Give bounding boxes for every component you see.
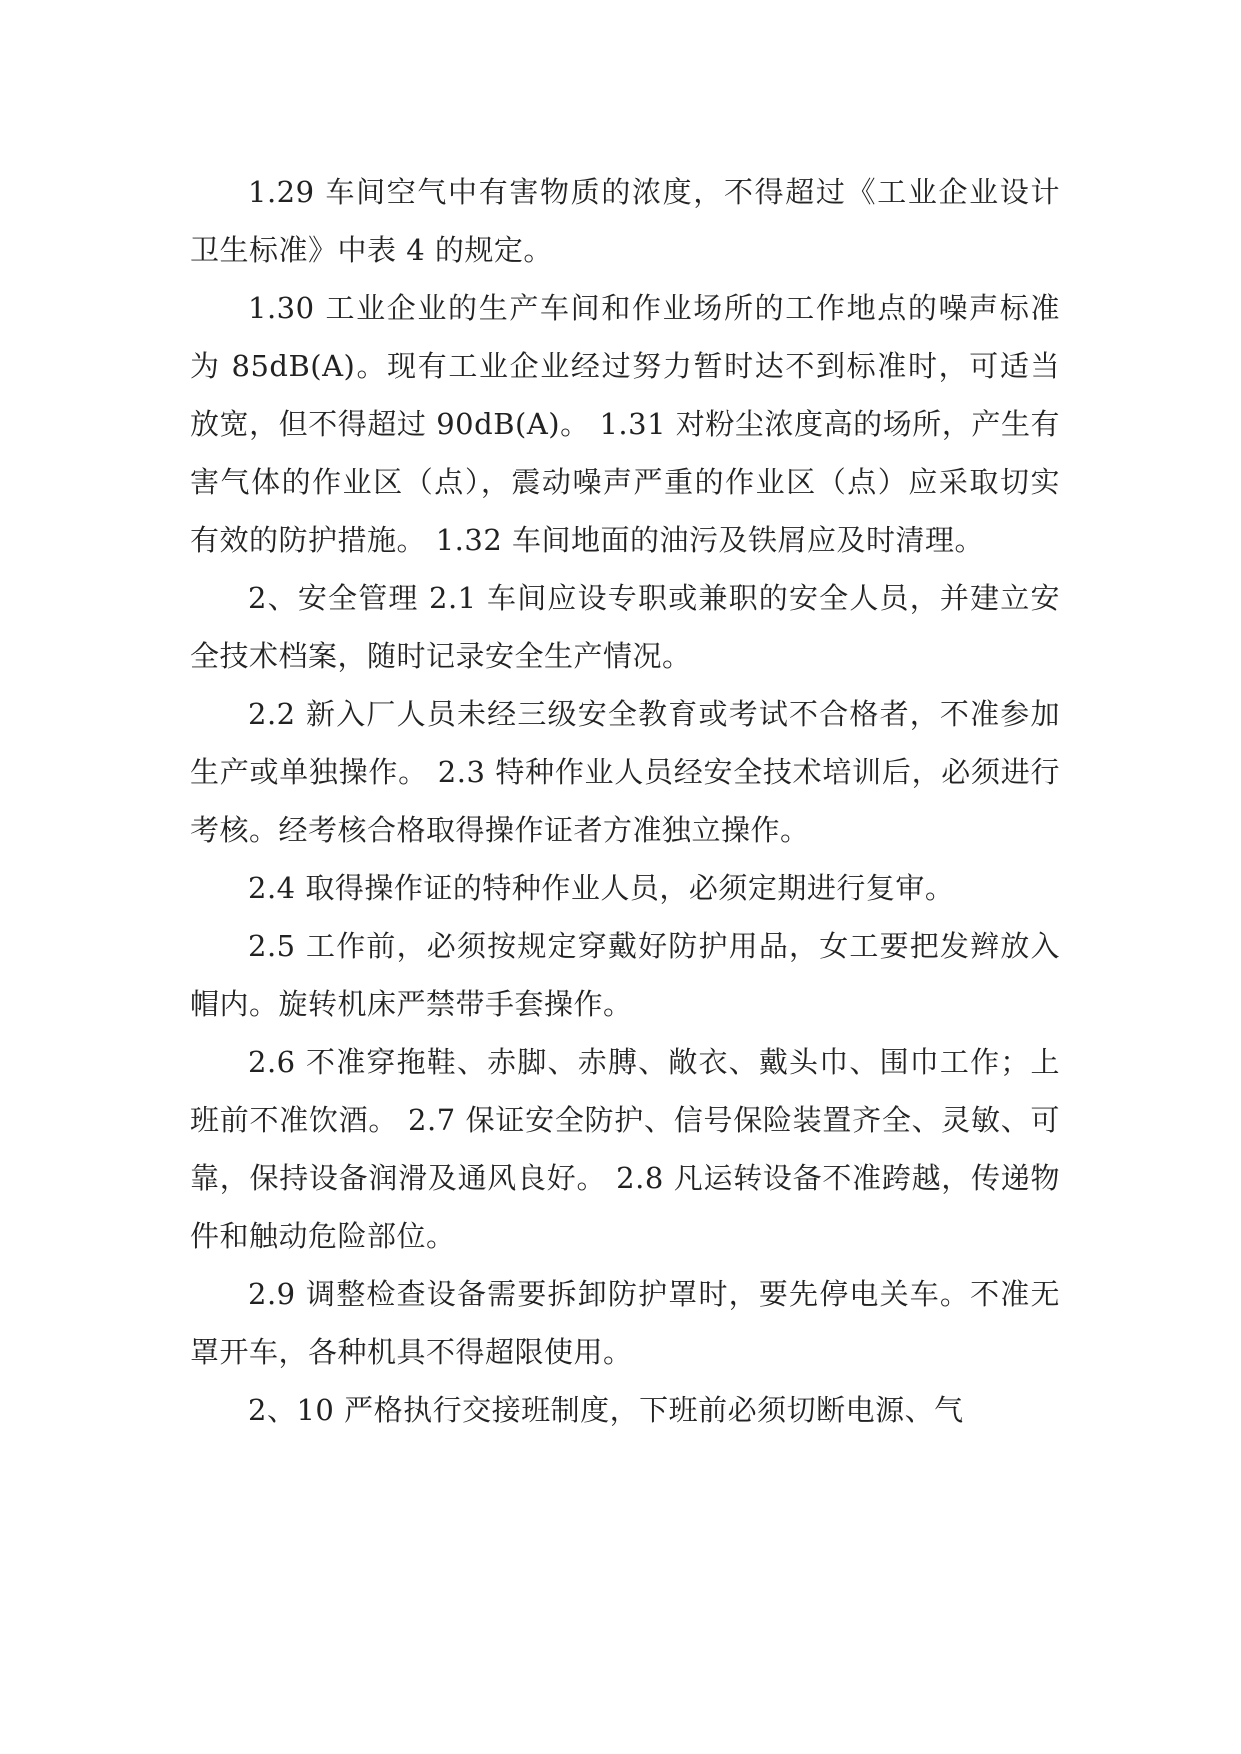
paragraph-1-29: 1.29 车间空气中有害物质的浓度，不得超过《工业企业设计卫生标准》中表 4 的规定。 [190,175,1060,267]
document-body [190,163,1060,1439]
paragraph-2-10: 2、10 严格执行交接班制度，下班前必须切断电源、气 [248,1393,964,1427]
paragraph-1-30: 1.30 工业企业的生产车间和作业场所的工作地点的噪声标准为 85dB(A)。现有工业企业经过努力暂时达不到标准时，可适当放宽，但不得超过 90dB(A)。 1.31 对粉尘浓度高的场所，产生有害气体的作业区（点），震动噪声严重的作业区（点）应采取切实有效的防护措施。 1.32 车间地面的油污及铁屑应及时清理。 [190,291,1060,557]
paragraph-2-5: 2.5 工作前，必须按规定穿戴好防护用品，女工要把发辫放入帽内。旋转机床严禁带手套操作。 [190,929,1060,1021]
paragraph-2-9: 2.9 调整检查设备需要拆卸防护罩时，要先停电关车。不准无罩开车，各种机具不得超限使用。 [190,1277,1060,1369]
paragraph-2-4: 2.4 取得操作证的特种作业人员，必须定期进行复审。 [248,871,955,905]
paragraph-2-6: 2.6 不准穿拖鞋、赤脚、赤膊、敞衣、戴头巾、围巾工作；上班前不准饮酒。 2.7 保证安全防护、信号保险装置齐全、灵敏、可靠，保持设备润滑及通风良好。 2.8 凡运转设备不准跨越，传递物件和触动危险部位。 [190,1045,1060,1253]
paragraph-2-2: 2.2 新入厂人员未经三级安全教育或考试不合格者，不准参加生产或单独操作。 2.3 特种作业人员经安全技术培训后，必须进行考核。经考核合格取得操作证者方准独立操作。 [190,697,1060,847]
paragraph-2-1: 2、安全管理 2.1 车间应设专职或兼职的安全人员，并建立安全技术档案，随时记录安全生产情况。 [190,581,1060,673]
